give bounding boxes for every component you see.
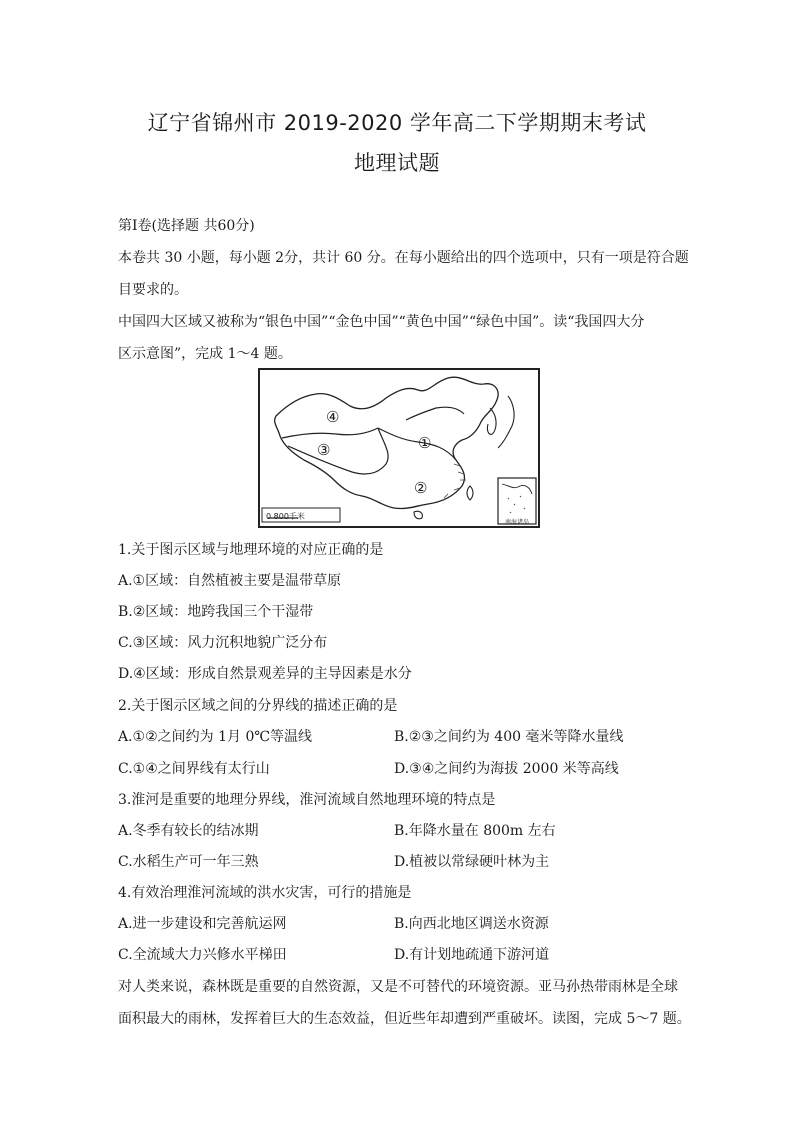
china-regions-map (258, 368, 540, 528)
instructions-line-2: 目要求的。 (118, 282, 188, 298)
passage2-line-1: 对人类来说，森林既是重要的自然资源，又是不可替代的环境资源。亚马孙热带雨林是全球 (118, 979, 678, 995)
question-4-option-d: D.有计划地疏通下游河道 (394, 947, 550, 963)
map-label-region-2: ② (414, 479, 428, 497)
map-scale-label: 0 800千米 (266, 512, 305, 521)
section-heading: 第Ⅰ卷(选择题 共60分) (118, 218, 255, 234)
question-4-stem: 4.有效治理淮河流域的洪水灾害，可行的措施是 (118, 885, 412, 901)
question-1-stem: 1.关于图示区域与地理环境的对应正确的是 (118, 542, 384, 558)
map-label-region-4: ④ (326, 408, 340, 426)
instructions-line-1: 本卷共 30 小题，每小题 2分，共计 60 分。在每小题给出的四个选项中，只有一项是符合题 (118, 250, 689, 266)
passage1-line-2: 区示意图”，完成 1～4 题。 (118, 346, 292, 362)
map-label-region-1: ① (418, 434, 432, 452)
question-1-option-c: C.③区域：风力沉积地貌广泛分布 (118, 635, 328, 651)
question-2-stem: 2.关于图示区域之间的分界线的描述正确的是 (118, 698, 398, 714)
question-1-option-b: B.②区域：地跨我国三个干湿带 (118, 604, 314, 620)
question-1-option-a: A.①区域：自然植被主要是温带草原 (118, 573, 342, 589)
question-3-option-c: C.水稻生产可一年三熟 (118, 854, 259, 870)
question-3-option-a: A.冬季有较长的结冰期 (118, 823, 259, 839)
map-frame (259, 369, 539, 527)
passage1-line-1: 中国四大区域又被称为“银色中国”“金色中国”“黄色中国”“绿色中国”。读“我国四大分 (118, 314, 645, 330)
question-1-option-d: D.④区域：形成自然景观差异的主导因素是水分 (118, 666, 412, 682)
question-2-option-a: A.①②之间约为 1月 0℃等温线 (118, 729, 313, 745)
question-4-option-b: B.向西北地区调送水资源 (394, 916, 549, 932)
question-2-option-b: B.②③之间约为 400 毫米等降水量线 (394, 729, 624, 745)
question-2-option-c: C.①④之间界线有太行山 (118, 761, 270, 777)
exam-subtitle: 地理试题 (354, 151, 440, 175)
question-4-option-a: A.进一步建设和完善航运网 (118, 916, 287, 932)
question-4-option-c: C.全流域大力兴修水平梯田 (118, 947, 287, 963)
question-2-option-d: D.③④之间约为海拔 2000 米等高线 (394, 761, 619, 777)
question-3-option-b: B.年降水量在 800m 左右 (394, 823, 556, 839)
map-label-region-3: ③ (317, 441, 331, 459)
question-3-option-d: D.植被以常绿硬叶林为主 (394, 854, 550, 870)
map-inset-label: 南海诸岛 (505, 519, 530, 526)
passage2-line-2: 面积最大的雨林，发挥着巨大的生态效益，但近些年却遭到严重破坏。读图，完成 5～7 题。 (118, 1011, 691, 1027)
question-3-stem: 3.淮河是重要的地理分界线，淮河流域自然地理环境的特点是 (118, 792, 496, 808)
exam-title: 辽宁省锦州市 2019-2020 学年高二下学期期末考试 (147, 111, 647, 135)
